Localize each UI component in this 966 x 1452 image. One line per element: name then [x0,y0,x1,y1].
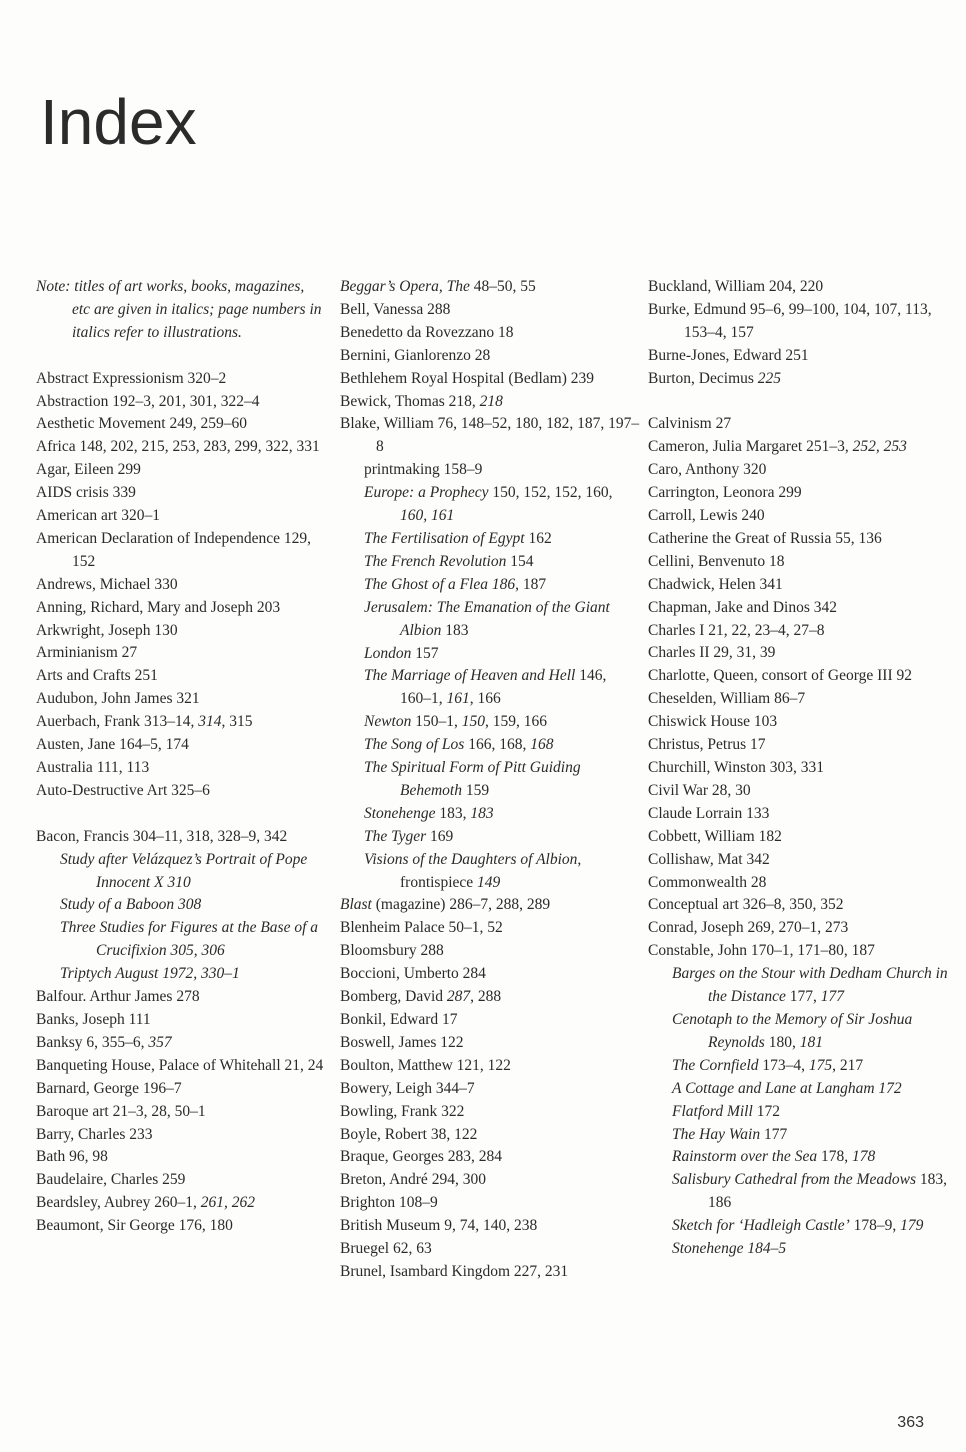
index-entry [36,1078,326,1101]
index-subentry [36,849,326,895]
index-entry [340,345,640,368]
index-entry-text: Collishaw, Mat 342 [648,850,770,868]
index-entry [36,1009,326,1032]
index-entry-text: 177 [820,988,845,1006]
index-entry-text: Bonkil, Edward 17 [340,1011,458,1028]
index-entry [340,1169,640,1192]
index-entry-text: 183 [470,804,494,822]
index-entry-text: 252, 253 [852,438,907,456]
index-subentry [340,734,640,757]
index-entry [648,528,948,551]
index-subentry [36,963,326,986]
index-entry-text: Baudelaire, Charles 259 [36,1171,186,1189]
index-entry-text: Carroll, Lewis 240 [648,507,765,525]
index-entry-text: 218 [479,392,503,410]
index-entry [340,1032,640,1055]
index-entry-text: 183, [435,804,471,822]
index-entry-text: 175 [808,1056,833,1074]
index-entry-text: Blake, William 76, 148–52, 180, 182, 187, 197–8 [340,415,640,456]
index-entry-text: 173–4, [758,1056,809,1074]
index-entry-text: Benedetto da Rovezzano 18 [340,323,514,341]
index-entry [36,620,326,643]
index-entry [36,482,326,505]
index-entry-text: Barry, Charles 233 [36,1125,153,1143]
index-subentry [648,1101,948,1124]
index-entry [648,826,948,849]
index-entry [340,1192,640,1215]
index-entry-text: American art 320–1 [36,507,160,525]
index-entry [340,299,640,322]
index-entry-text: 149 [477,873,501,891]
index-entry [648,688,948,711]
index-entry-text: Carrington, Leonora 299 [648,484,802,502]
index-entry-text: 157 [411,644,439,662]
index-entry-text: Jerusalem: The Emanation of the Giant Albion [364,598,610,639]
index-entry-text: Flatford Mill [672,1102,753,1120]
index-entry-text: Three Studies for Figures at the Base of a Crucifixion 305, 306 [60,919,319,960]
index-entry-text: frontispiece [400,873,478,891]
index-entry [36,528,326,574]
index-entry-text: Breton, André 294, 300 [340,1171,486,1189]
index-spacer [36,803,326,826]
index-subentry [36,894,326,917]
index-entry-text: American Declaration of Independence 129, 152 [36,529,311,570]
index-subentry [648,1169,948,1215]
index-entry [36,711,326,734]
index-entry-text: Note: titles of art works, books, magazines, etc are given in italics; page numbers in italics refer to illustrations. [36,278,322,341]
index-subentry [648,1009,948,1055]
index-entry [648,940,948,963]
index-entry-text: Baroque art 21–3, 28, 50–1 [36,1102,206,1120]
index-column-1 [36,276,326,1238]
index-entry [36,1215,326,1238]
index-subentry [340,849,640,895]
index-entry-text: Auto-Destructive Art 325–6 [36,781,210,799]
index-entry-text: British Museum 9, 74, 140, 238 [340,1217,538,1235]
index-entry [36,1169,326,1192]
index-entry-text: Bowling, Frank 322 [340,1102,465,1120]
index-entry [648,872,948,895]
index-entry-text: The Hay Wain [672,1125,761,1143]
index-entry [648,413,948,436]
index-entry-text: Bacon, Francis 304–11, 318, 328–9, 342 [36,827,288,845]
index-subentry [340,551,640,574]
index-entry [340,322,640,345]
index-entry [340,1146,640,1169]
index-entry-text: 161 [446,690,470,708]
index-entry-text: The Cornfield [672,1056,759,1074]
index-entry [36,505,326,528]
index-entry-text: Conceptual art 326–8, 350, 352 [648,896,844,914]
index-entry-text: Arminianism 27 [36,644,138,662]
index-entry [648,459,948,482]
index-entry [648,849,948,872]
index-entry-text: Banksy 6, 355–6, [36,1033,149,1051]
index-entry [36,574,326,597]
index-subentry [648,1215,948,1238]
index-subentry [340,482,640,528]
index-entry [340,894,640,917]
index-entry-text: Bethlehem Royal Hospital (Bedlam) 239 [340,369,594,387]
index-entry-text: The French Revolution [364,552,507,570]
index-subentry [36,917,326,963]
index-entry-text: Aesthetic Movement 249, 259–60 [36,415,247,433]
index-entry-text: The Fertilisation of Egypt [364,529,525,547]
index-entry [648,345,948,368]
index-entry-text: Chiswick House 103 [648,713,778,731]
index-entry [648,734,948,757]
index-entry [648,368,948,391]
index-entry-text: 179 [900,1217,924,1235]
index-entry-text: 180, [764,1033,800,1051]
index-entry-text: 150–1, [411,713,462,731]
index-entry [648,482,948,505]
index-subentry [340,803,640,826]
index-entry [36,665,326,688]
index-entry [36,1032,326,1055]
index-entry [648,620,948,643]
index-entry-text: Commonwealth 28 [648,873,767,891]
index-entry-text: Beggar’s Opera, The [340,278,470,295]
index-entry-text: Rainstorm over the Sea [672,1148,818,1166]
index-entry-text: 172 [878,1079,902,1097]
index-entry-text: Arkwright, Joseph 130 [36,621,178,639]
index-entry [36,780,326,803]
index-entry-text: Europe: a Prophecy [364,484,489,502]
index-entry-text: AIDS crisis 339 [36,484,136,502]
index-entry-text: Balfour. Arthur James 278 [36,988,200,1006]
index-entry-text: Triptych August 1972, 330–1 [60,965,240,983]
index-entry [340,1124,640,1147]
index-entry [36,757,326,780]
index-entry-text: 186 [491,575,516,593]
index-entry-text: Christus, Petrus 17 [648,736,766,754]
index-entry [340,963,640,986]
index-entry-text: A Cottage and Lane at Langham [672,1079,875,1097]
index-entry [648,597,948,620]
index-entry-text: Boulton, Matthew 121, 122 [340,1056,511,1074]
index-entry-text: Abstraction 192–3, 201, 301, 322–4 [36,392,260,410]
index-entry [648,780,948,803]
index-entry-text: 183, 186 [708,1171,947,1212]
index-entry-text: Burne-Jones, Edward 251 [648,346,809,364]
index-entry-text: , 315 [221,713,253,731]
index-entry [36,1101,326,1124]
index-entry [340,1215,640,1238]
index-entry-text: Cameron, Julia Margaret 251–3, [648,438,853,456]
index-entry-text: Abstract Expressionism 320–2 [36,369,227,387]
index-subentry [648,1055,948,1078]
index-subentry [340,597,640,643]
index-entry-text: Blast [340,896,372,914]
index-entry-text: 178–9, [849,1217,901,1235]
index-entry-text: Newton [364,713,412,731]
index-entry [340,940,640,963]
index-entry [340,1009,640,1032]
index-entry-text: Anning, Richard, Mary and Joseph 203 [36,598,281,616]
index-entry-text: Civil War 28, 30 [648,781,751,799]
index-entry [648,574,948,597]
index-entry [648,551,948,574]
index-entry-text: Cheselden, William 86–7 [648,690,806,708]
index-entry-text: 177, [785,988,821,1006]
index-entry-text: Boswell, James 122 [340,1033,464,1051]
index-subentry [648,1146,948,1169]
index-entry-text: 48–50, 55 [469,278,536,295]
index-entry-text: , 288 [470,988,502,1006]
index-column-2 [340,276,640,1284]
index-entry [648,803,948,826]
index-entry [648,711,948,734]
index-entry-text: Buckland, William 204, 220 [648,278,824,295]
index-entry-text: Chapman, Jake and Dinos 342 [648,598,837,616]
index-entry-text: 178 [851,1148,876,1166]
index-entry-text: Charlotte, Queen, consort of George III 92 [648,667,912,685]
index-entry-text: Cenotaph to the Memory of Sir Joshua Reynolds [672,1010,913,1051]
index-entry-text: Boccioni, Umberto 284 [340,965,486,983]
index-entry-text: Charles I 21, 22, 23–4, 27–8 [648,621,825,639]
index-entry-text: Churchill, Winston 303, 331 [648,759,825,777]
index-entry [36,459,326,482]
index-entry-text: 154 [506,552,534,570]
index-entry-text: Sketch for ‘Hadleigh Castle’ [672,1217,850,1235]
index-entry [36,642,326,665]
index-entry-text: Boyle, Robert 38, 122 [340,1125,478,1143]
index-entry-text: , 166 [469,690,501,708]
index-entry-text: Bewick, Thomas 218, [340,392,480,410]
index-entry-text: The Song of Los [364,736,465,754]
index-entry-text: Caro, Anthony 320 [648,461,767,479]
index-entry-text: printmaking 158–9 [364,461,483,479]
index-entry-text: 181 [799,1033,823,1051]
index-subentry [340,711,640,734]
index-entry-text: Audubon, John James 321 [36,690,200,708]
index-entry-text: 261, 262 [200,1194,255,1212]
index-entry-text: The Ghost of a Flea [364,575,488,593]
index-entry-text: Barnard, George 196–7 [36,1079,182,1097]
index-entry-text: Bloomsbury 288 [340,942,444,960]
index-entry-text: 169 [426,827,454,845]
index-entry-text: Brighton 108–9 [340,1194,438,1212]
index-entry [648,917,948,940]
index-subentry [648,963,948,1009]
index-entry-text: Arts and Crafts 251 [36,667,158,685]
index-subentry [340,826,640,849]
index-entry-text: 183 [441,621,469,639]
index-entry-text: 166, 168, [464,736,531,754]
index-entry [648,276,948,299]
index-entry-text: Burton, Decimus [648,369,758,387]
index-entry-text: Bernini, Gianlorenzo 28 [340,346,491,364]
index-entry-text: Stonehenge [364,804,436,822]
index-entry-text: 150 [461,713,485,731]
index-entry-text: Constable, John 170–1, 171–80, 187 [648,942,875,960]
index-entry-text: Braque, Georges 283, 284 [340,1148,503,1166]
index-entry [340,1055,640,1078]
index-entry [36,734,326,757]
page-number: 363 [897,1414,924,1431]
index-entry-text: Bath 96, 98 [36,1148,108,1166]
index-subentry [340,574,640,597]
index-entry [36,368,326,391]
index-entry-text: 287 [446,988,471,1006]
index-entry-text: Beardsley, Aubrey 260–1, [36,1194,201,1212]
index-entry-text: Burke, Edmund 95–6, 99–100, 104, 107, 113, 153–4, 157 [648,300,932,341]
index-entry-text: 225 [757,369,782,387]
index-entry [36,391,326,414]
index-entry-text: 160, 161 [400,507,455,525]
index-entry-text: 168 [530,736,554,754]
index-entry-text: The Tyger [364,827,427,845]
index-entry [340,413,640,459]
index-subentry [648,1124,948,1147]
index-entry-text: Visions of the Daughters of Albion, [364,850,582,868]
index-entry [36,986,326,1009]
index-entry-text: Conrad, Joseph 269, 270–1, 273 [648,919,849,937]
index-subentry [648,1078,948,1101]
index-entry-text: Calvinism 27 [648,415,732,433]
index-entry [340,391,640,414]
index-entry-text: Blenheim Palace 50–1, 52 [340,919,503,937]
index-entry-text: , 217 [832,1056,864,1074]
index-entry-text: 177 [760,1125,788,1143]
index-entry [340,1101,640,1124]
index-entry-text: 178, [817,1148,852,1166]
index-spacer [36,345,326,368]
index-entry-text: Agar, Eileen 299 [36,461,141,479]
index-entry [648,299,948,345]
index-entry [648,665,948,688]
index-subentry [648,1238,948,1261]
index-entry [648,894,948,917]
index-entry [340,1238,640,1261]
index-entry-text: 150, 152, 152, 160, [488,484,613,502]
index-entry [648,505,948,528]
index-spacer [648,391,948,414]
index-subentry [340,665,640,711]
index-subentry [340,757,640,803]
index-entry-text: 159 [461,781,490,799]
index-entry-text: Study of a Baboon 308 [60,896,202,914]
page-title: Index [40,86,197,158]
index-entry [36,1146,326,1169]
index-entry-text: Austen, Jane 164–5, 174 [36,736,189,754]
index-entry [36,276,326,345]
index-entry [36,1055,326,1078]
index-entry [340,1261,640,1284]
index-entry-text: , 187 [515,575,547,593]
index-subentry [340,643,640,666]
index-entry [36,436,326,459]
index-entry-text: Auerbach, Frank 313–14, [36,713,199,731]
index-subentry [340,528,640,551]
index-entry-text: Andrews, Michael 330 [36,575,178,593]
index-entry-text: Barges on the Stour with Dedham Church in the Distance [672,965,948,1006]
index-entry-text: Beaumont, Sir George 176, 180 [36,1217,233,1235]
index-entry [340,368,640,391]
index-entry-text: Charles II 29, 31, 39 [648,644,776,662]
index-entry-text: 357 [148,1033,172,1051]
index-entry [648,642,948,665]
index-entry [36,597,326,620]
index-entry [36,413,326,436]
index-column-3 [648,276,948,1261]
index-entry [340,986,640,1009]
index-entry-text: Cobbett, William 182 [648,827,782,845]
index-entry-text: 314 [198,713,222,731]
index-entry-text: Banks, Joseph 111 [36,1010,151,1028]
index-entry [36,826,326,849]
index-entry-text: Brunel, Isambard Kingdom 227, 231 [340,1262,569,1280]
index-entry-text: Bell, Vanessa 288 [340,300,451,318]
index-entry [648,757,948,780]
index-entry [340,276,640,299]
index-entry-text: (magazine) 286–7, 288, 289 [371,896,551,914]
index-entry-text: Africa 148, 202, 215, 253, 283, 299, 322, 331 [36,438,320,456]
index-entry-text: Salisbury Cathedral from the Meadows [672,1171,916,1189]
index-entry-text: , 159, 166 [485,713,547,731]
index-entry [648,436,948,459]
index-entry-text: Banqueting House, Palace of Whitehall 21, 24 [36,1056,324,1074]
index-entry-text: London [364,644,412,662]
index-entry-text: Study after Velázquez’s Portrait of Pope Innocent X 310 [60,850,308,891]
index-entry-text: Stonehenge 184–5 [672,1240,787,1258]
index-entry-text: Claude Lorrain 133 [648,804,770,822]
index-entry [36,1192,326,1215]
index-entry-text: Australia 111, 113 [36,759,150,777]
index-entry [340,917,640,940]
index-entry-text: 146, 160–1, [400,667,607,708]
index-entry [340,1078,640,1101]
index-entry-text: Bomberg, David [340,988,447,1006]
index-subentry [340,459,640,482]
index-entry-text: The Marriage of Heaven and Hell [364,667,576,685]
index-entry-text: Cellini, Benvenuto 18 [648,552,785,570]
index-entry-text: Bowery, Leigh 344–7 [340,1079,475,1097]
index-entry-text: Catherine the Great of Russia 55, 136 [648,529,882,547]
index-entry-text: 172 [752,1102,780,1120]
index-entry-text: The Spiritual Form of Pitt Guiding Behemoth [364,759,581,799]
index-entry-text: Chadwick, Helen 341 [648,575,783,593]
index-entry-text: 162 [524,529,552,547]
index-entry [36,1124,326,1147]
index-entry [36,688,326,711]
index-entry-text: Bruegel 62, 63 [340,1240,432,1258]
